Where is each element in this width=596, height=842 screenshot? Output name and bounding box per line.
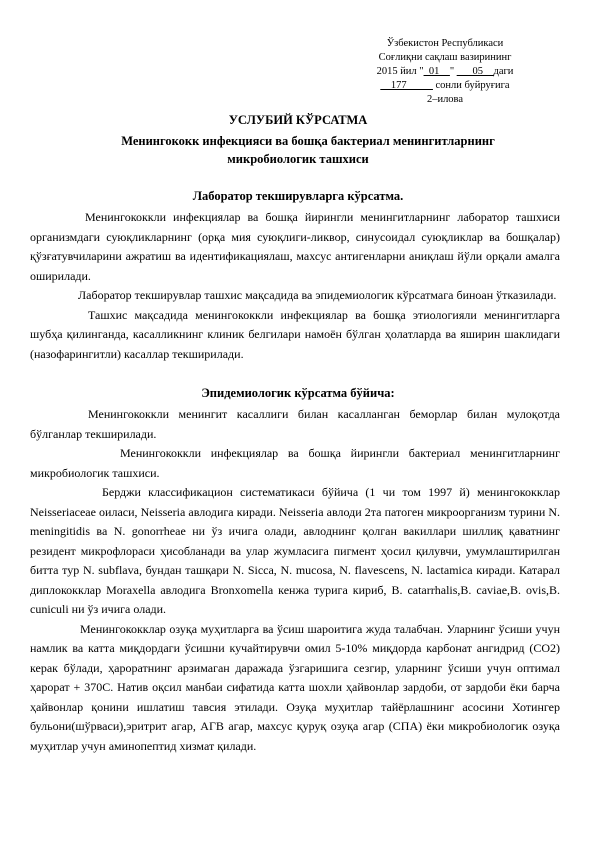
approval-line-order: __177_____ сонли буйруғига [380, 80, 510, 91]
approval-day: _01__ [423, 66, 450, 77]
paragraph: Менингококклар озуқа муҳитларга ва ўсиш шароитига жуда талабчан. Уларнинг ўсиши учун намлик ва катта миқдордаги ўсишни кучайтирувчи омил 5-10% миқдорда карбонат ангидрид (СО2) керак бўлади, ҳароратнинг арзимаган даражада ўзгаришига сезгир, уларнинг ўсиши учун оптимал ҳарорат + 370С. Натив оқсил манбаи сифатида катта шохли ҳайвонлар зардоби, от зардоби ёки барча ҳайвонлар қонини ишлатиш тавсия этилади. Озуқа муҳитлар тайёрлашнинг асосини Хотингер бульони(шўрваси),эритрит агар, АГВ агар, махсус қуруқ озуқа агар (СПА) ёки микробиологик озуқа муҳитлар учун аминопептид хизмат қилади. [30, 621, 560, 753]
section-epidemiological-body [30, 405, 560, 756]
approval-line-appendix: 2–илова [426, 94, 464, 105]
approval-line-ministry: Соғлиқни сақлаш вазирининг [378, 52, 512, 63]
paragraph: Лаборатор текширувлар ташхис мақсадида ва эпидемиологик кўрсатмага биноан ўтказилади. [78, 288, 557, 302]
section-heading-lab-indications: Лаборатор текширувларга кўрсатма. [192, 189, 404, 203]
approval-order-number: __177_____ [380, 80, 433, 91]
document-subtitle-line2: микробиологик ташхиси [227, 152, 369, 166]
paragraph: Берджи классификацион систематикаси бўйича (1 чи том 1997 й) менингококклар Neisseriaceae оиласи, Neisseria авлодига киради. Neisseria авлоди 2та патоген микроорганизм турини N. meningitidis ва N. gonorrheae ни ўз ичига олади, авлоднинг қолган вакиллари шиллиқ қаватнинг резидент микрофлораси ҳисобланади ва улар жумласига пигмент ҳосил қилувчи, умумлаштирилган битта тур N. subflava, бундан ташқари N. Sicca, N. mucosa, N. flavescens, N. lactamica киради. Катарал диплококклар Moraxella авлодига Bronxomella кенжа турига кириб, B. catarrhalis,B. caviae,B. ovis,B. cuniculi ни ўз ичига олади. [30, 485, 560, 616]
section-lab-indications-body [30, 208, 560, 364]
approval-month: ___05__ [456, 66, 494, 77]
approval-line-date: 2015 йил "_01__" ___05__даги [376, 66, 514, 77]
approval-stamp-block [330, 37, 560, 107]
paragraph: Менингококкли инфекциялар ва бошқа йирингли менингитларнинг лаборатор ташхиси организмдаги суюқликларнинг (орқа мия суюқлиги-ликвор, синусоидал суюқликлар ва бошқалар) қўзғатувчиларини ажратиш ва идентификациялаш, махсус антигенларни аниқлаш йўли орқали амалга оширилади. [30, 210, 560, 283]
paragraph: Менингококкли менингит касаллиги билан касалланган беморлар билан мулоқотда бўлганлар текширилади. [30, 407, 560, 441]
document-title: УСЛУБИЙ КЎРСАТМА [228, 113, 368, 127]
approval-line-country: Ўзбекистон Республикаси [386, 38, 504, 49]
document-subtitle-line1: Менингококк инфекцияси ва бошқа бактериал менингитларнинг [121, 134, 495, 148]
paragraph: Ташхис мақсадида менингококкли инфекциялар ва бошқа этиологияли менингитларга шубҳа қилинганда, касалликнинг клиник белгилари намоён бўлган ҳолатларда ва яширин шаклидаги (назофарингитли) касаллар текширилади. [30, 307, 560, 361]
section-heading-epidemiological: Эпидемиологик кўрсатма бўйича: [201, 386, 395, 400]
paragraph: Менингококкли инфекциялар ва бошқа йирингли бактериал менингитларнинг микробиологик ташхиси. [30, 446, 560, 480]
